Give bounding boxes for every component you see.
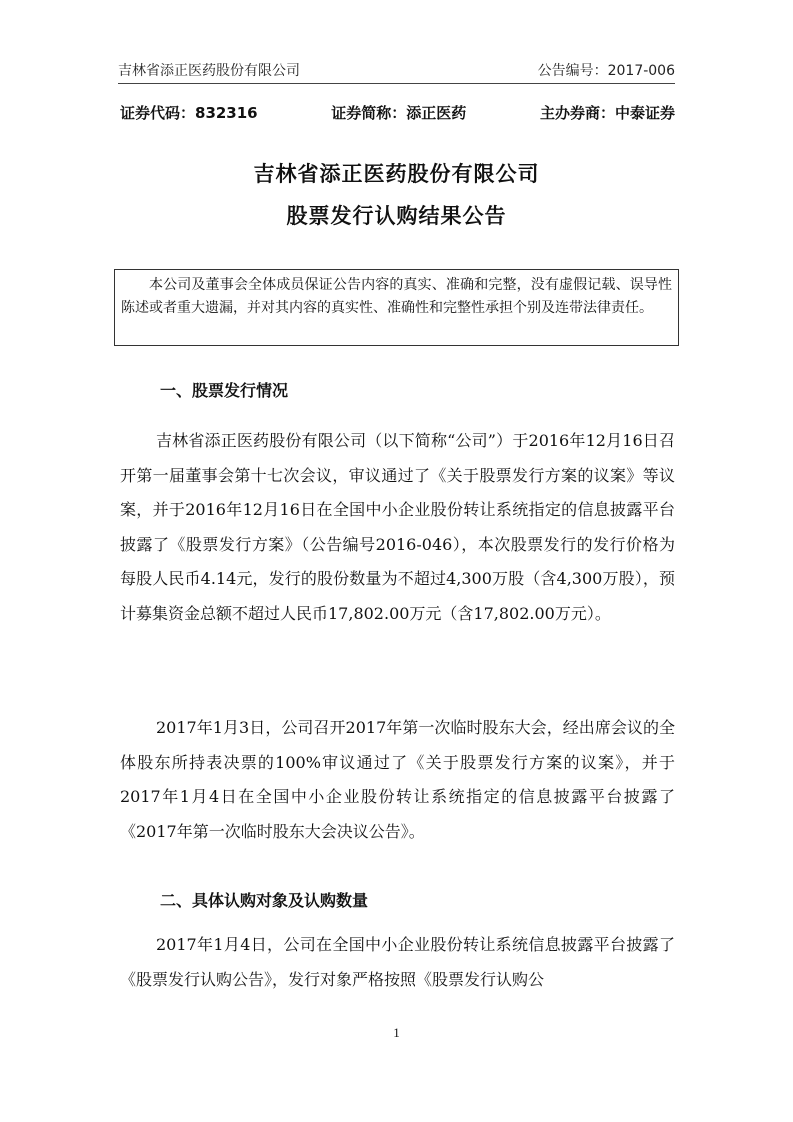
running-header (118, 56, 675, 84)
security-code: 证券代码：832316 (120, 104, 258, 122)
document-title-subject: 股票发行认购结果公告 (286, 204, 507, 228)
security-short-name: 证券简称：添正医药 (331, 104, 467, 122)
disclaimer-notice-box: 本公司及董事会全体成员保证公告内容的真实、准确和完整，没有虚假记载、误导性陈述或者重大遗漏，并对其内容的真实性、准确性和完整性承担个别及连带法律责任。 (114, 269, 679, 346)
section-heading-subscribers: 二、具体认购对象及认购数量 (160, 891, 369, 910)
header-company-name: 吉林省添正医药股份有限公司 (118, 63, 300, 79)
document-title-company: 吉林省添正医药股份有限公司 (253, 162, 540, 186)
paragraph-subscription-announcement: 2017年1月4日，公司在全国中小企业股份转让系统信息披露平台披露了《股票发行认购公告》，发行对象严格按照《股票发行认购公 (120, 935, 675, 989)
sponsor-broker: 主办券商：中泰证券 (539, 104, 675, 122)
section-heading-issuance: 一、股票发行情况 (160, 381, 289, 400)
paragraph-board-meeting: 吉林省添正医药股份有限公司（以下简称“公司”）于2016年12月16日召开第一届董事会第十七次会议，审议通过了《关于股票发行方案的议案》等议案，并于2016年12月16日在全国中小企业股份转让系统指定的信息披露平台披露了《股票发行方案》（公告编号2016-046），本次股票发行的发行价格为每股人民币4.14元，发行的股份数量为不超过4,300万股（含4,300万股），预计募集资金总额不超过人民币17,802.00万元（含17,802.00万元）。 (120, 431, 675, 623)
header-announcement-number: 公告编号：2017-006 (537, 63, 675, 79)
page-number: 1 (393, 1025, 400, 1040)
security-info-line (120, 102, 675, 123)
paragraph-shareholder-meeting: 2017年1月3日，公司召开2017年第一次临时股东大会，经出席会议的全体股东所持表决票的100%审议通过了《关于股票发行方案的议案》，并于2017年1月4日在全国中小企业股份转让系统指定的信息披露平台披露了《2017年第一次临时股东大会决议公告》。 (120, 718, 675, 841)
